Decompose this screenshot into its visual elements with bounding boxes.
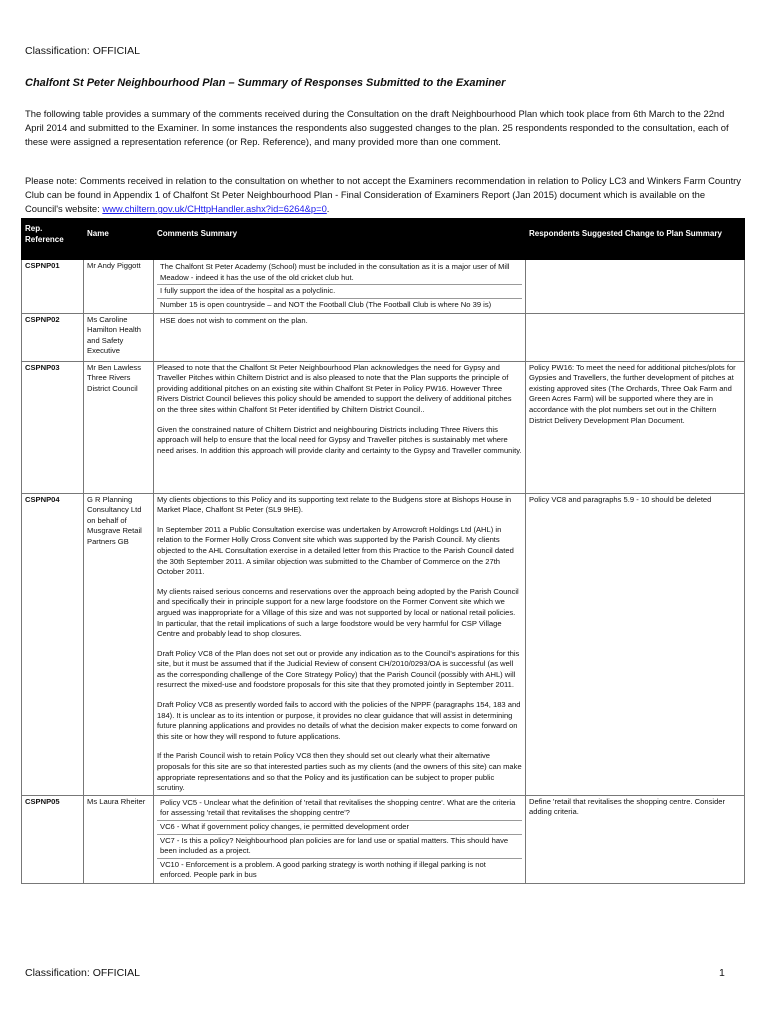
table-row <box>22 795 745 883</box>
note-end: . <box>326 203 330 214</box>
comment: Draft Policy VC8 of the Plan does not set out or provide any indication as to the Council's aspirations for this site, but it must be assumed that if the Judicial Review of consent CH/2010/0293/OA is successful (as well as the corresponding challenge of the Core Strategy Policy) that the Parish Council (possibly with AHL) will resurrect the mixed-use and foodstore proposals for this site that they promoted jointly in September 2011. <box>157 648 520 690</box>
comment: Given the constrained nature of Chiltern District and neighbouring Districts including Three Rivers this approach will help to ensure that the local need for Gypsy and Traveller pitches is sustainably met where need arises. In addition this approach will provide clarity and certainty to the Gypsy and Traveller community. <box>157 424 522 455</box>
note-text: Please note: Comments received in relation to the consultation on whether to not accept the Examiners recommendation in relation to Policy LC3 and Winkers Farm Country Club can be found in Appendix 1 of Chalfont St Peter Neighbourhood Plan - Final Consideration of Examiners Report (Jan 2015) document which is available on the Council's website: <box>25 175 741 214</box>
comment: The Chalfont St Peter Academy (School) must be included in the consultation as it is a major user of Mill Meadow - indeed it has the use of the old cricket club hut. <box>157 261 522 285</box>
footer-classification: Classification: OFFICIAL <box>25 967 140 979</box>
comment: HSE does not wish to comment on the plan. <box>160 315 308 325</box>
comment: Pleased to note that the Chalfont St Peter Neighbourhood Plan acknowledges the need for Gypsy and Traveller Pitches within Chiltern District and is also pleased to note that the Plan supports the principle of providing additional pitches on an existing site within Chalfont St Peter in Policy PW16. However Three Rivers District Council believes this policy should be amended to support the delivery of additional pitches on the three sites within Chalfont St Peter identified by Chiltern District Council.. <box>157 362 512 414</box>
comments-cell <box>154 260 526 313</box>
comment: My clients raised serious concerns and reservations over the approach being adopted by the Parish Council and specifically their in principle support for a new large foodstore on the Former Convent site which we argued was inappropriate for a Village of this size and was not supported by local or national retail policies. In particular, that the retail implications of such a large foodstore would be very harmful for CSP Village Centre and probably lead to shop closures. <box>157 586 519 639</box>
rep-reference: CSPNP01 <box>22 260 84 313</box>
document-title: Chalfont St Peter Neighbourhood Plan – Summary of Responses Submitted to the Examiner <box>25 77 506 89</box>
respondent-name: Mr Andy Piggott <box>84 260 154 313</box>
respondent-name: Ms Laura Rheiter <box>84 795 154 883</box>
comment: In September 2011 a Public Consultation exercise was undertaken by Arrowcroft Holdings Ltd (AHL) in relation to the Former Holly Cross Convent site which was supported by the Parish Council. My clients objected to the AHL Consultation exercise in a detailed letter from this Practice to the Parish Council dated the 30th September 2011. A similar objection was submitted to the Chamber of Commerce on the 27th October 2011. <box>157 524 514 577</box>
table-row <box>22 493 745 795</box>
council-website-link[interactable]: www.chiltern.gov.uk/CHttpHandler.ashx?id=6264&p=0 <box>102 203 327 214</box>
rep-reference: CSPNP02 <box>22 313 84 361</box>
page-number: 1 <box>719 967 725 979</box>
respondent-name: Mr Ben Lawless Three Rivers District Council <box>84 361 154 493</box>
suggested-change: Define 'retail that revitalises the shopping centre. Consider adding criteria. <box>526 795 745 883</box>
note-paragraph <box>25 174 745 216</box>
comment: VC10 - Enforcement is a problem. A good parking strategy is worth nothing if illegal parking is not enforced. People park in bus <box>160 859 486 880</box>
table-row <box>22 313 745 361</box>
comments-cell <box>154 795 526 883</box>
header-suggested-change: Respondents Suggested Change to Plan Summary <box>526 219 745 260</box>
rep-reference: CSPNP05 <box>22 795 84 883</box>
suggested-change <box>526 313 745 361</box>
rep-reference: CSPNP03 <box>22 361 84 493</box>
comment: If the Parish Council wish to retain Policy VC8 then they should set out clearly what their alternative proposals for this site are so that interested parties such as my clients (and the owners of this site) can make appropriate representations and so that the Policy and its justification can be subject to proper public scrutiny. <box>157 751 522 793</box>
comment: Draft Policy VC8 as presently worded fails to accord with the policies of the NPPF (paragraphs 154, 183 and 184). It is unclear as to its intention or purpose, it provides no clear guidance that will assist in determining future planning applications and provides no details of what the decision maker expects to come forward on this site or how they will respond to future applications. <box>157 700 521 741</box>
header-rep-reference: Rep. Reference <box>22 219 84 260</box>
respondent-name: G R Planning Consultancy Ltd on behalf of Musgrave Retail Partners GB <box>84 493 154 795</box>
table-row <box>22 361 745 493</box>
respondent-name: Ms Caroline Hamilton Health and Safety Executive <box>84 313 154 361</box>
comment: I fully support the idea of the hospital as a polyclinic. <box>157 285 522 299</box>
responses-table <box>21 218 745 884</box>
comments-cell <box>154 313 526 361</box>
suggested-change <box>526 260 745 313</box>
comments-cell <box>154 493 526 795</box>
header-name: Name <box>84 219 154 260</box>
header-comments-summary: Comments Summary <box>154 219 526 260</box>
rep-reference: CSPNP04 <box>22 493 84 795</box>
suggested-change: Policy PW16: To meet the need for additional pitches/plots for Gypsies and Travellers, the further development of pitches at existing approved sites (The Orchards, Three Oak Farm and Green Acres Farm) will be supported where they are in accordance with the plot numbers set out in the Chiltern District Delivery Development Plan Document. <box>526 361 745 493</box>
table-header-row <box>22 219 745 260</box>
comment: VC7 - Is this a policy? Neighbourhood plan policies are for land use or spatial matters. This should have been included as a project. <box>157 835 522 859</box>
suggested-change: Policy VC8 and paragraphs 5.9 - 10 should be deleted <box>526 493 745 795</box>
comment: Number 15 is open countryside – and NOT the Football Club (The Football Club is where No 39 is) <box>160 299 492 309</box>
header-classification: Classification: OFFICIAL <box>25 45 140 57</box>
table-row <box>22 260 745 313</box>
comment: VC6 - What if government policy changes, ie permitted development order <box>157 821 522 835</box>
comments-cell <box>154 361 526 493</box>
intro-paragraph: The following table provides a summary of the comments received during the Consultation on the draft Neighbourhood Plan which took place from 6th March to the 22nd April 2014 and submitted to the Examiner. In some instances the respondents also suggested changes to the plan. 25 respondents responded to the consultation, each of these were assigned a representation reference (or Rep. Reference), and many provided more than one comment. <box>25 108 729 147</box>
comment: Policy VC5 - Unclear what the definition of 'retail that revitalises the shopping centre'. What are the criteria for assessing 'retail that revitalises the shopping centre'? <box>157 797 522 821</box>
comment: My clients objections to this Policy and its supporting text relate to the Budgens store at Bishops House in Market Place, Chalfont St Peter (SL9 9HE). <box>157 494 512 515</box>
